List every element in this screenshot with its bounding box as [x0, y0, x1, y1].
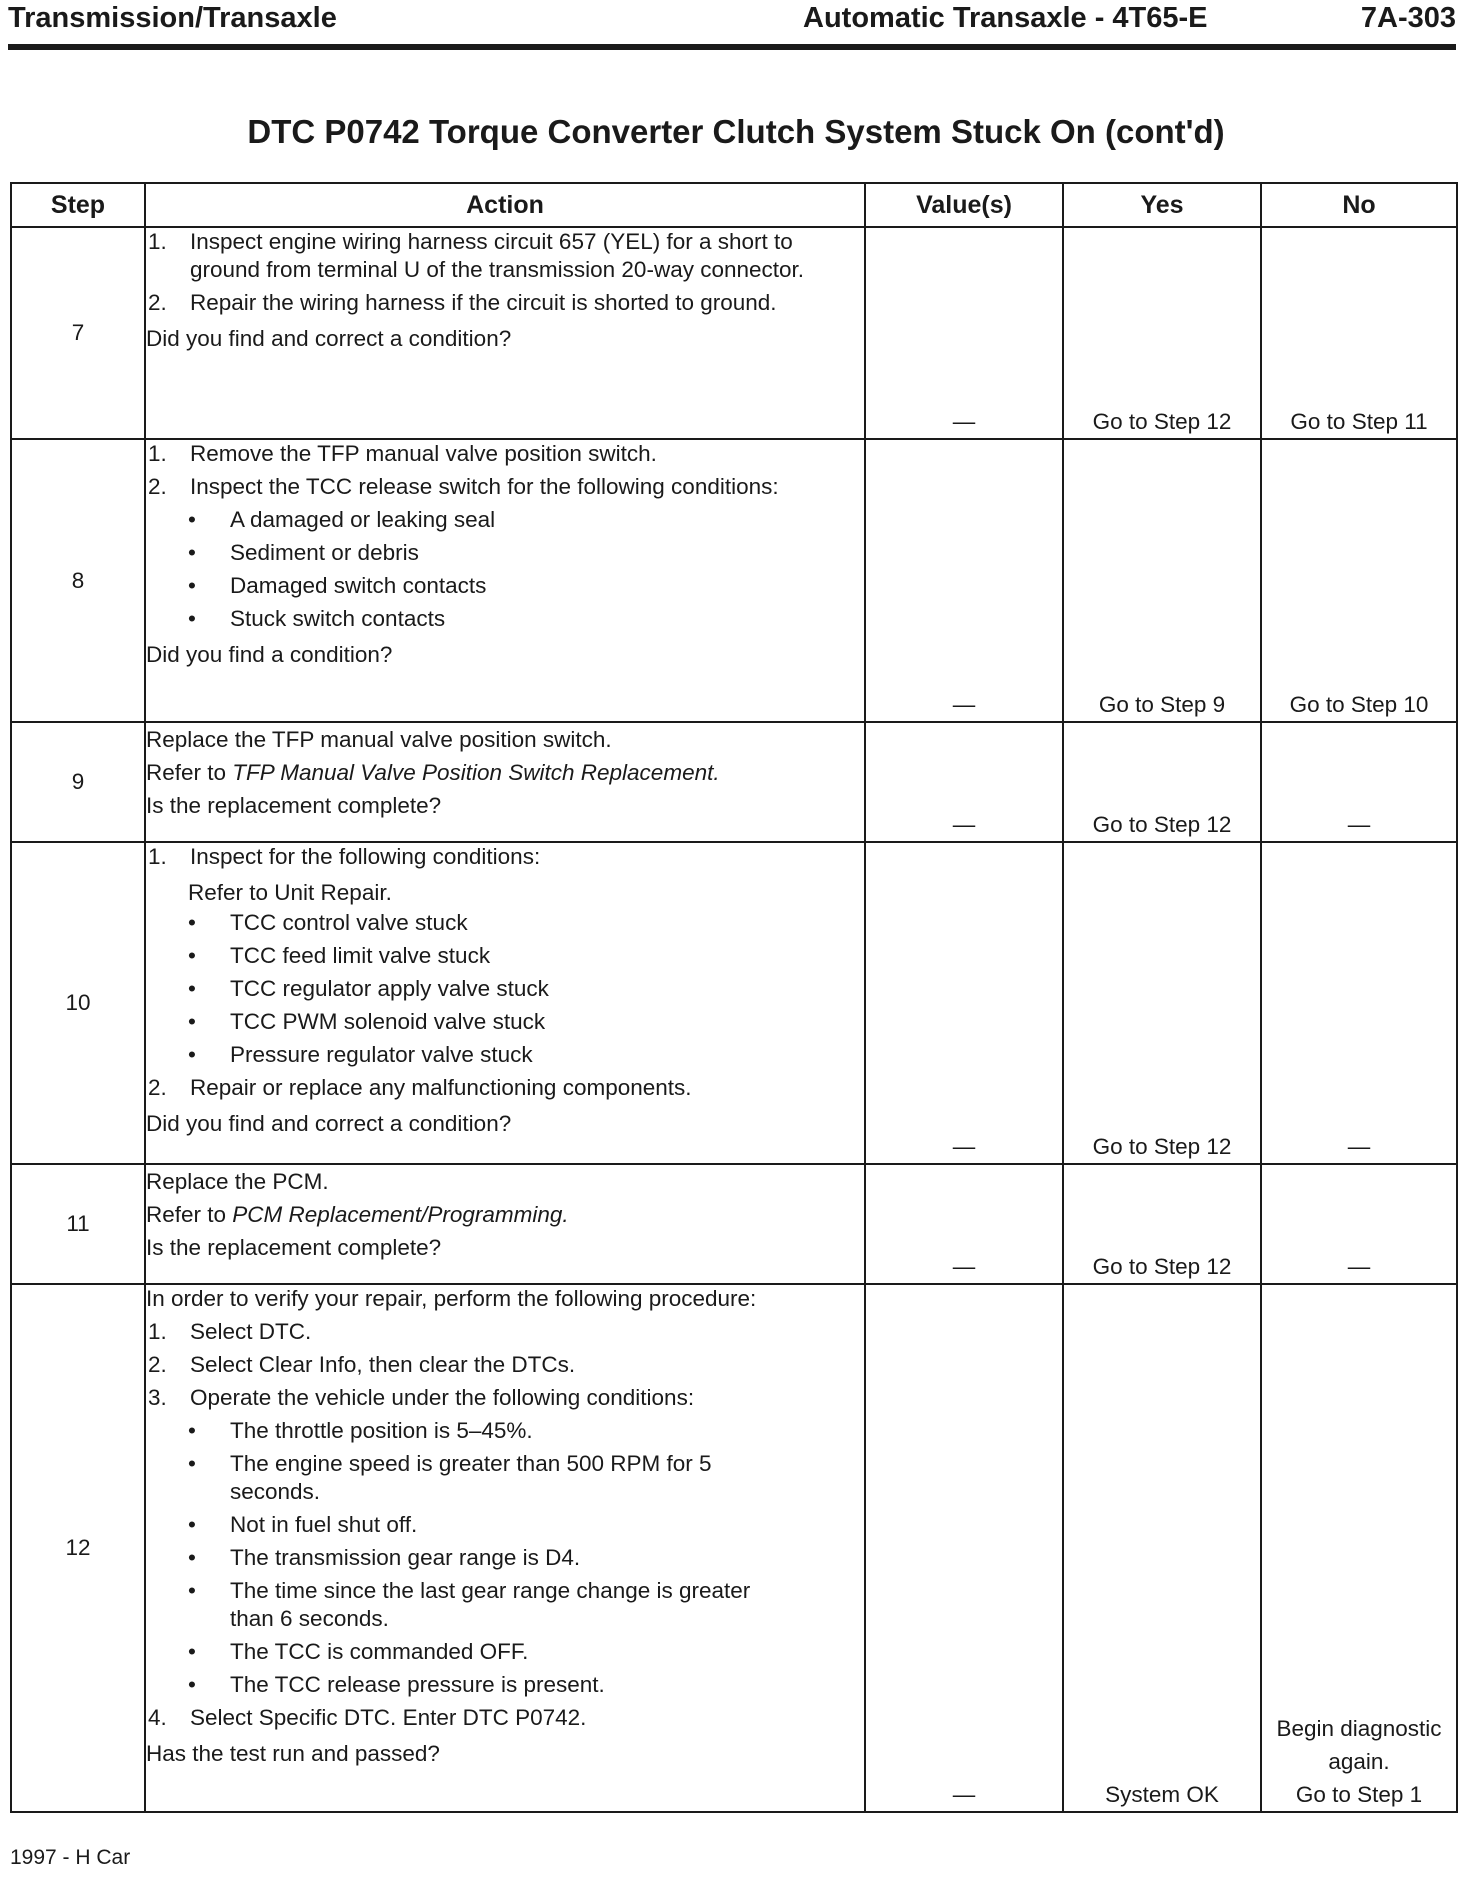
- no-cell: —: [1261, 1164, 1457, 1284]
- table-row-step-12: [11, 1284, 1457, 1812]
- table-row-step-10: [11, 842, 1457, 1164]
- step-number: 8: [11, 439, 145, 722]
- step-number: 12: [11, 1284, 145, 1812]
- list-item: 3. Operate the vehicle under the following conditions:: [148, 1385, 695, 1410]
- reference-title: PCM Replacement/Programming.: [232, 1202, 569, 1227]
- page-header: [8, 2, 1456, 42]
- action-text: Replace the PCM.: [146, 1169, 329, 1194]
- bullet-item: • A damaged or leaking seal: [188, 507, 496, 532]
- action-cell: [145, 227, 865, 439]
- column-header-values: Value(s): [865, 183, 1063, 227]
- yes-cell: Go to Step 9: [1063, 439, 1261, 722]
- table-row-step-7: [11, 227, 1457, 439]
- list-item: 2. Repair or replace any malfunctioning components.: [148, 1075, 692, 1100]
- step-number: 10: [11, 842, 145, 1164]
- bullet-item: • Stuck switch contacts: [188, 606, 446, 631]
- bullet-item: • Pressure regulator valve stuck: [188, 1042, 533, 1067]
- table-row-step-9: [11, 722, 1457, 842]
- no-text-line: again.: [1328, 1749, 1390, 1774]
- question-text: Is the replacement complete?: [146, 793, 442, 818]
- bullet-item: • The transmission gear range is D4.: [188, 1545, 581, 1570]
- refer-text: Refer to Unit Repair.: [188, 880, 392, 905]
- bullet-item: • TCC PWM solenoid valve stuck: [188, 1009, 546, 1034]
- refer-text: Refer to PCM Replacement/Programming.: [146, 1202, 569, 1227]
- value-cell: —: [865, 842, 1063, 1164]
- bullet-item: • TCC control valve stuck: [188, 910, 468, 935]
- value-cell: —: [865, 227, 1063, 439]
- no-text-line: Go to Step 1: [1295, 1782, 1423, 1807]
- step-number: 11: [11, 1164, 145, 1284]
- step-number: 7: [11, 227, 145, 439]
- list-item: 1. Inspect for the following conditions:: [148, 844, 541, 869]
- value-cell: —: [865, 1164, 1063, 1284]
- yes-cell: Go to Step 12: [1063, 1164, 1261, 1284]
- column-header-step: Step: [11, 183, 145, 227]
- list-item: 1. Remove the TFP manual valve position switch.: [148, 441, 657, 466]
- list-item: 2. Repair the wiring harness if the circuit is shorted to ground.: [148, 290, 777, 315]
- table-row-step-8: [11, 439, 1457, 722]
- value-cell: —: [865, 1284, 1063, 1812]
- list-item: 1. Select DTC.: [148, 1319, 312, 1344]
- no-cell: Go to Step 10: [1261, 439, 1457, 722]
- yes-cell: Go to Step 12: [1063, 842, 1261, 1164]
- question-text: Has the test run and passed?: [146, 1741, 440, 1766]
- question-text: Is the replacement complete?: [146, 1235, 442, 1260]
- table-header-row: [11, 183, 1457, 227]
- diagnostic-table: [10, 182, 1458, 1813]
- question-text: Did you find and correct a condition?: [146, 1111, 512, 1136]
- question-text: Did you find and correct a condition?: [146, 326, 512, 351]
- list-item: 2. Select Clear Info, then clear the DTCs.: [148, 1352, 576, 1377]
- action-cell: [145, 842, 865, 1164]
- list-item: 2. Inspect the TCC release switch for the following conditions:: [148, 474, 779, 499]
- bullet-item: • The TCC release pressure is present.: [188, 1672, 605, 1697]
- value-cell: —: [865, 439, 1063, 722]
- intro-text: In order to verify your repair, perform the following procedure:: [146, 1286, 757, 1311]
- action-cell: [145, 1164, 865, 1284]
- document-title: DTC P0742 Torque Converter Clutch System Stuck On (cont'd): [247, 113, 1225, 150]
- bullet-item: • Not in fuel shut off.: [188, 1512, 418, 1537]
- page-number: 7A-303: [1360, 2, 1456, 34]
- bullet-item: • TCC feed limit valve stuck: [188, 943, 491, 968]
- refer-text: Refer to TFP Manual Valve Position Switch Replacement.: [146, 760, 720, 785]
- column-header-yes: Yes: [1063, 183, 1261, 227]
- reference-title: TFP Manual Valve Position Switch Replacement.: [232, 760, 720, 785]
- bullet-item: • Damaged switch contacts: [188, 573, 487, 598]
- page-footer: 1997 - H Car: [10, 1846, 131, 1869]
- action-text: Replace the TFP manual valve position switch.: [146, 727, 612, 752]
- bullet-item: • The TCC is commanded OFF.: [188, 1639, 529, 1664]
- no-text-line: Begin diagnostic: [1276, 1716, 1442, 1741]
- table-row-step-11: [11, 1164, 1457, 1284]
- bullet-item: • The engine speed is greater than 500 RPM for 5 seconds.: [188, 1451, 712, 1504]
- step-number: 9: [11, 722, 145, 842]
- list-item: 1. Inspect engine wiring harness circuit 657 (YEL) for a short to ground from terminal U of the transmission 20-way connector.: [148, 229, 805, 282]
- no-cell: —: [1261, 722, 1457, 842]
- bullet-item: • TCC regulator apply valve stuck: [188, 976, 549, 1001]
- bullet-item: • The throttle position is 5–45%.: [188, 1418, 533, 1443]
- no-cell: [1261, 1284, 1457, 1812]
- question-text: Did you find a condition?: [146, 642, 393, 667]
- bullet-item: • Sediment or debris: [188, 540, 419, 565]
- header-rule: [8, 44, 1456, 50]
- model-title: Automatic Transaxle - 4T65-E: [803, 2, 1208, 34]
- yes-cell: Go to Step 12: [1063, 227, 1261, 439]
- column-header-action: Action: [145, 183, 865, 227]
- column-header-no: No: [1261, 183, 1457, 227]
- section-title: Transmission/Transaxle: [8, 2, 337, 34]
- no-cell: —: [1261, 842, 1457, 1164]
- yes-cell: System OK: [1063, 1284, 1261, 1812]
- yes-cell: Go to Step 12: [1063, 722, 1261, 842]
- no-cell: Go to Step 11: [1261, 227, 1457, 439]
- action-cell: [145, 1284, 865, 1812]
- action-cell: [145, 439, 865, 722]
- value-cell: —: [865, 722, 1063, 842]
- action-cell: [145, 722, 865, 842]
- list-item: 4. Select Specific DTC. Enter DTC P0742.: [148, 1705, 587, 1730]
- bullet-item: • The time since the last gear range change is greater than 6 seconds.: [188, 1578, 751, 1631]
